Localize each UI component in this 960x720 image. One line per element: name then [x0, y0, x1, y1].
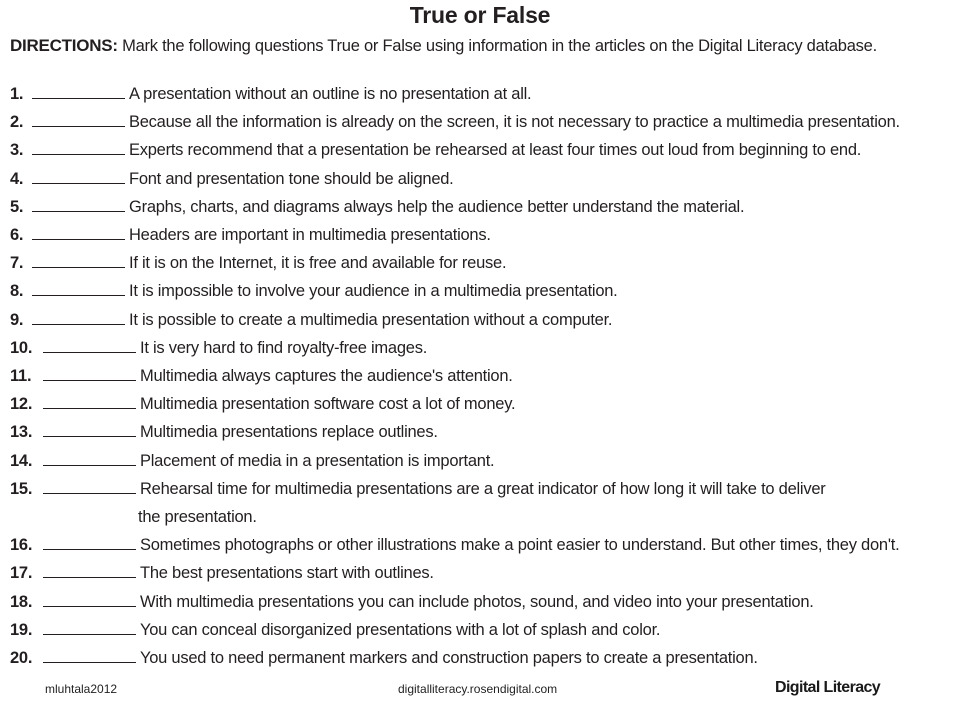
- answer-blank[interactable]: [43, 621, 136, 635]
- question-item: [10, 140, 861, 160]
- footer-url: digitalliteracy.rosendigital.com: [398, 682, 558, 696]
- question-text: Multimedia always captures the audience's attention.: [140, 367, 513, 385]
- answer-blank[interactable]: [43, 367, 136, 381]
- page-title: True or False: [409, 2, 551, 28]
- answer-blank[interactable]: [32, 85, 125, 99]
- answer-blank[interactable]: [43, 395, 136, 409]
- question-item: [10, 338, 427, 358]
- question-number: 6.: [10, 226, 24, 244]
- answer-blank[interactable]: [32, 311, 125, 325]
- answer-blank[interactable]: [43, 423, 136, 437]
- question-text: Multimedia presentation software cost a lot of money.: [140, 395, 516, 414]
- answer-blank[interactable]: [43, 564, 136, 578]
- question-text: Graphs, charts, and diagrams always help the audience better understand the material.: [129, 197, 745, 216]
- footer-author: mluhtala2012: [45, 682, 118, 696]
- question-number: 4.: [10, 169, 24, 188]
- question-text: You used to need permanent markers and construction papers to create a presentation.: [140, 649, 758, 667]
- question-item: [10, 281, 618, 301]
- question-number: 8.: [10, 282, 24, 301]
- answer-blank[interactable]: [43, 452, 136, 466]
- answer-blank[interactable]: [32, 254, 125, 268]
- question-item: [10, 563, 434, 583]
- answer-blank[interactable]: [43, 593, 136, 607]
- question-number: 14.: [10, 451, 33, 470]
- question-text: The best presentations start with outlines.: [140, 564, 434, 583]
- question-number: 17.: [10, 564, 33, 583]
- answer-blank[interactable]: [43, 480, 136, 494]
- question-item: [10, 394, 515, 414]
- question-item: [10, 648, 758, 668]
- question-item: [10, 479, 826, 499]
- answer-blank[interactable]: [32, 226, 125, 240]
- question-item: [10, 592, 814, 612]
- question-item: [10, 197, 744, 217]
- question-text: A presentation without an outline is no presentation at all.: [129, 85, 532, 103]
- question-item: [10, 253, 506, 273]
- question-number: 1.: [10, 85, 24, 103]
- question-text: Headers are important in multimedia presentations.: [129, 226, 491, 244]
- question-text: With multimedia presentations you can include photos, sound, and video into your presentation.: [140, 592, 814, 611]
- answer-blank[interactable]: [32, 141, 125, 155]
- directions: [10, 36, 877, 56]
- question-item: [10, 535, 899, 555]
- question-text: Sometimes photographs or other illustrations make a point easier to understand. But other times, they don't.: [140, 536, 900, 555]
- question-text: Rehearsal time for multimedia presentations are a great indicator of how long it will take to deliver: [140, 479, 826, 498]
- question-text: You can conceal disorganized presentations with a lot of splash and color.: [140, 620, 661, 639]
- question-number: 20.: [10, 649, 33, 667]
- question-number: 18.: [10, 592, 33, 611]
- question-number: 2.: [10, 113, 24, 132]
- question-number: 10.: [10, 338, 33, 357]
- answer-blank[interactable]: [32, 282, 125, 296]
- directions-text: Mark the following questions True or False using information in the articles on the Digital Literacy database.: [117, 37, 877, 55]
- question-number: 9.: [10, 310, 24, 329]
- question-text: Placement of media in a presentation is important.: [140, 451, 495, 470]
- brand-logo: Digital Literacy: [775, 679, 881, 696]
- question-item: [10, 310, 612, 330]
- question-item: [10, 225, 491, 245]
- question-item: [10, 169, 454, 189]
- answer-blank[interactable]: [43, 536, 136, 550]
- question-number: 3.: [10, 141, 24, 160]
- question-item: [10, 112, 900, 132]
- question-text: It is impossible to involve your audience in a multimedia presentation.: [129, 282, 618, 301]
- question-item: [10, 451, 494, 471]
- question-text: It is very hard to find royalty-free images.: [140, 338, 428, 357]
- question-number: 11.: [10, 367, 32, 385]
- question-item: [10, 620, 660, 640]
- question-number: 13.: [10, 423, 33, 442]
- question-text: Font and presentation tone should be aligned.: [129, 169, 454, 188]
- question-number: 16.: [10, 536, 33, 555]
- question-text: It is possible to create a multimedia presentation without a computer.: [129, 310, 613, 329]
- question-text-continuation: the presentation.: [138, 508, 257, 526]
- question-item: [10, 422, 438, 442]
- answer-blank[interactable]: [32, 113, 125, 127]
- question-number: 5.: [10, 197, 24, 216]
- answer-blank[interactable]: [32, 198, 125, 212]
- answer-blank[interactable]: [32, 170, 125, 184]
- question-text: If it is on the Internet, it is free and available for reuse.: [129, 254, 507, 273]
- question-text: Multimedia presentations replace outlines.: [140, 423, 438, 442]
- question-number: 7.: [10, 254, 24, 273]
- question-text: Experts recommend that a presentation be rehearsed at least four times out loud from beginning to end.: [129, 141, 862, 160]
- question-item: [10, 84, 531, 104]
- question-number: 19.: [10, 620, 33, 639]
- answer-blank[interactable]: [43, 339, 136, 353]
- answer-blank[interactable]: [43, 649, 136, 663]
- question-text: Because all the information is already on the screen, it is not necessary to practice a multimedia presentation.: [129, 113, 900, 132]
- question-item: [10, 366, 513, 386]
- directions-label: DIRECTIONS:: [10, 36, 118, 55]
- question-number: 12.: [10, 395, 33, 414]
- question-number: 15.: [10, 479, 33, 498]
